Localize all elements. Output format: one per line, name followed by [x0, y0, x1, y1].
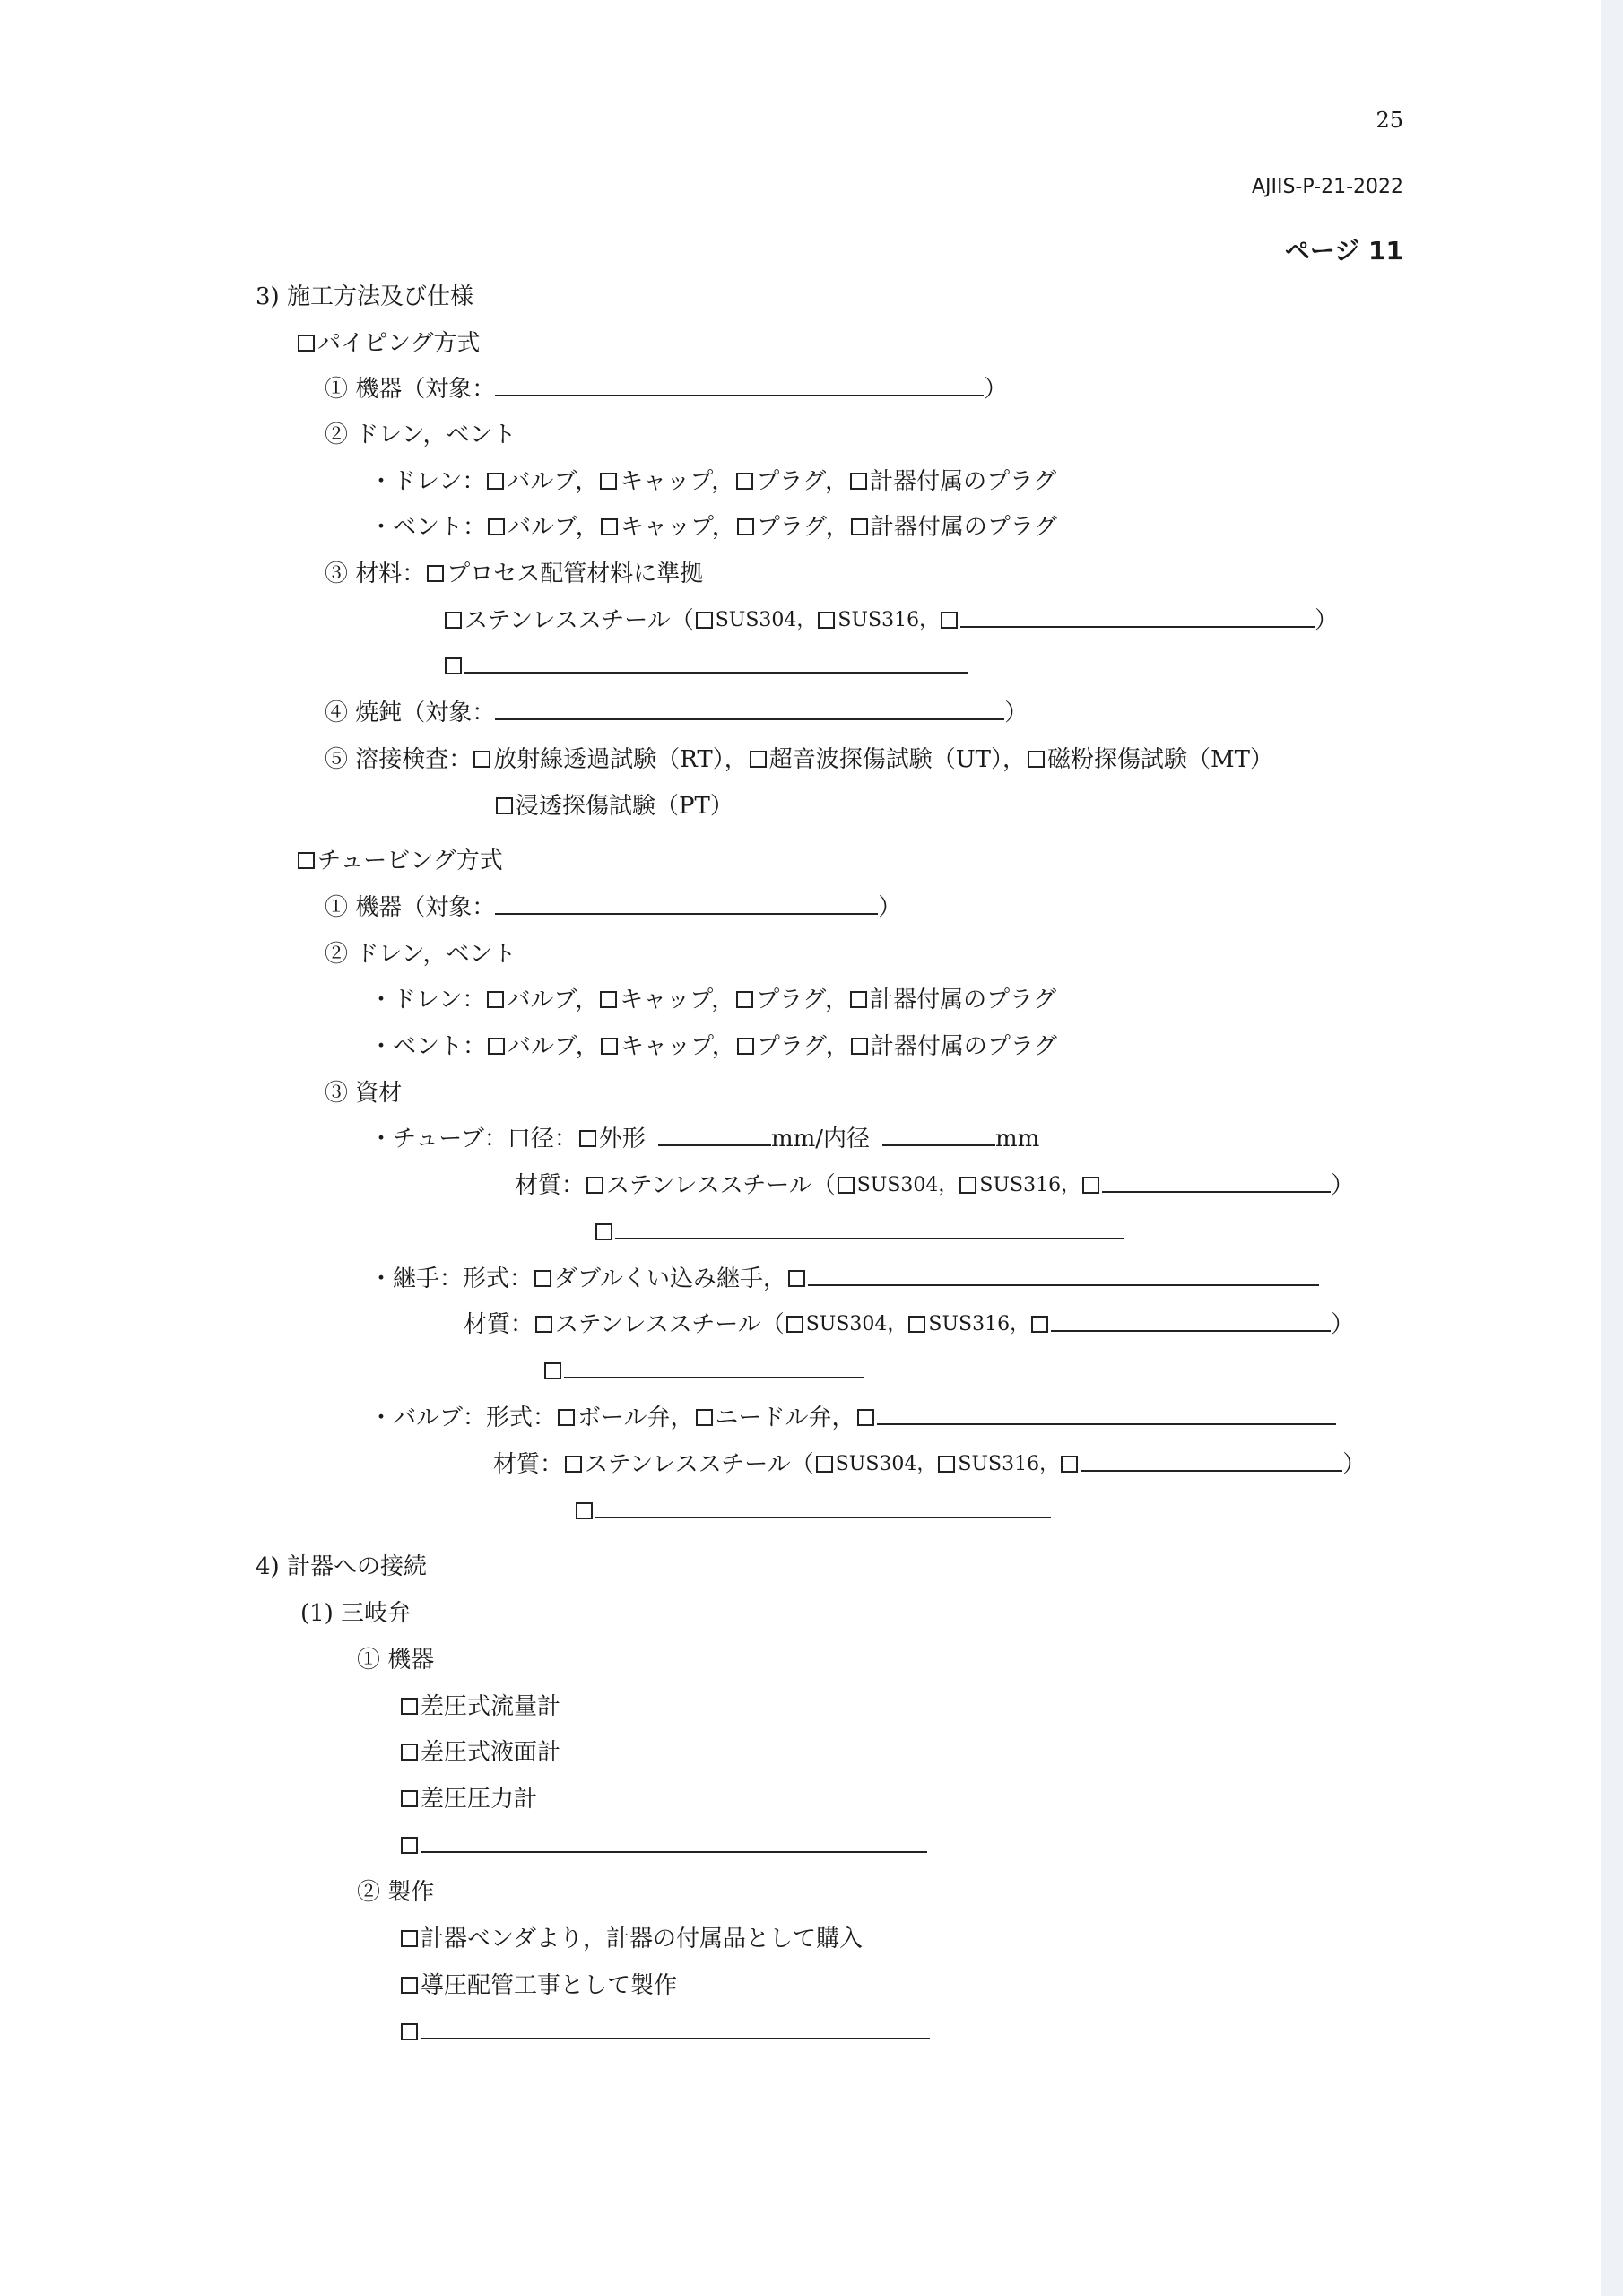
checkbox[interactable]: [696, 1409, 713, 1426]
piping-drain-row: ・ドレン： バルブ， キャップ， プラグ， 計器付属のプラグ: [369, 468, 1057, 495]
piping-stainless-row: ステンレススチール（ SUS304， SUS316， ）: [443, 602, 1338, 638]
checkbox[interactable]: [737, 1038, 754, 1055]
equipment-target-blank[interactable]: [495, 890, 878, 915]
piping-equipment-row: ① 機器（対象： ）: [325, 370, 1007, 406]
equipment-other-blank[interactable]: [421, 1828, 927, 1853]
equipment-target-blank[interactable]: [495, 371, 984, 396]
checkbox[interactable]: [857, 1409, 874, 1426]
checkbox[interactable]: [851, 1038, 868, 1055]
checkbox[interactable]: [850, 473, 867, 490]
checkbox[interactable]: [487, 473, 504, 490]
three-way-valve-heading: (1) 三岐弁: [300, 1600, 412, 1627]
page-edge-shadow: [1601, 0, 1623, 2296]
checkbox[interactable]: [401, 1790, 418, 1807]
fabrication-option: 導圧配管工事として製作: [399, 1967, 677, 2003]
equipment-option: 差圧圧力計: [399, 1780, 537, 1816]
checkbox[interactable]: [938, 1456, 955, 1473]
material-other-blank[interactable]: [464, 648, 968, 674]
checkbox[interactable]: [445, 612, 462, 629]
checkbox[interactable]: [601, 518, 618, 535]
checkbox[interactable]: [850, 991, 867, 1008]
valve-material-row: 材質： ステンレススチール（ SUS304， SUS316， ）: [493, 1446, 1366, 1482]
checkbox[interactable]: [959, 1177, 976, 1194]
piping-material-other-row: [443, 648, 968, 683]
checkbox[interactable]: [736, 991, 753, 1008]
checkbox[interactable]: [576, 1502, 593, 1519]
checkbox[interactable]: [816, 1456, 833, 1473]
checkbox[interactable]: [401, 1977, 418, 1994]
material-other-blank[interactable]: [1051, 1307, 1331, 1332]
material-other-blank[interactable]: [564, 1353, 864, 1378]
piping-annealing-row: ④ 焼鈍（対象： ）: [325, 694, 1028, 730]
checkbox[interactable]: [838, 1177, 855, 1194]
section-3-title: 3) 施工方法及び仕様: [256, 283, 473, 310]
piping-vent-row: ・ベント： バルブ， キャップ， プラグ， 計器付属のプラグ: [369, 514, 1057, 541]
equipment-heading: ① 機器: [357, 1647, 435, 1674]
checkbox[interactable]: [736, 473, 753, 490]
page-number: 25: [1376, 108, 1403, 133]
checkbox[interactable]: [1082, 1177, 1099, 1194]
checkbox[interactable]: [586, 1177, 603, 1194]
tubing-equipment-row: ① 機器（対象： ）: [325, 889, 901, 925]
checkbox[interactable]: [558, 1409, 575, 1426]
checkbox[interactable]: [941, 612, 958, 629]
tubing-drain-row: ・ドレン： バルブ， キャップ， プラグ， 計器付属のプラグ: [369, 987, 1057, 1013]
checkbox[interactable]: [579, 1130, 596, 1147]
checkbox[interactable]: [788, 1270, 805, 1287]
outer-diameter-blank[interactable]: [658, 1121, 771, 1146]
material-other-blank[interactable]: [1102, 1168, 1331, 1193]
checkbox[interactable]: [488, 518, 505, 535]
fabrication-other-blank[interactable]: [421, 2014, 930, 2039]
valve-other-blank[interactable]: [877, 1400, 1336, 1425]
piping-drain-vent-heading: ② ドレン，ベント: [325, 422, 516, 448]
tubing-materials-heading: ③ 資材: [325, 1080, 403, 1107]
tubing-method-option: チュービング方式: [296, 842, 503, 878]
checkbox[interactable]: [401, 1744, 418, 1761]
checkbox[interactable]: [750, 751, 767, 768]
checkbox[interactable]: [544, 1362, 561, 1379]
checkbox[interactable]: [496, 797, 513, 814]
material-other-blank[interactable]: [1081, 1447, 1342, 1472]
checkbox[interactable]: [565, 1456, 582, 1473]
checkbox[interactable]: [1061, 1456, 1078, 1473]
checkbox[interactable]: [1028, 751, 1045, 768]
checkbox[interactable]: [298, 852, 315, 869]
piping-pt-row: 浸透探傷試験（PT）: [494, 787, 733, 823]
tube-material-row: 材質： ステンレススチール（ SUS304， SUS316， ）: [515, 1167, 1354, 1203]
tubing-drain-vent-heading: ② ドレン，ベント: [325, 941, 516, 968]
checkbox[interactable]: [401, 1698, 418, 1715]
equipment-other-row: [399, 1827, 927, 1863]
checkbox[interactable]: [535, 1316, 552, 1333]
checkbox[interactable]: [487, 991, 504, 1008]
checkbox[interactable]: [473, 751, 490, 768]
fabrication-other-row: [399, 2013, 930, 2049]
checkbox[interactable]: [1031, 1316, 1048, 1333]
equipment-option: 差圧式液面計: [399, 1734, 560, 1770]
joint-material-other-row: [542, 1352, 864, 1388]
checkbox[interactable]: [427, 565, 444, 582]
checkbox[interactable]: [601, 1038, 618, 1055]
piping-weld-inspection-row: ⑤ 溶接検査： 放射線透過試験（RT）， 超音波探傷試験（UT）， 磁粉探傷試験（MT）: [325, 746, 1273, 773]
checkbox[interactable]: [445, 657, 462, 674]
joint-other-blank[interactable]: [808, 1261, 1319, 1286]
valve-type-row: ・バルブ：形式： ボール弁， ニードル弁，: [369, 1399, 1336, 1435]
checkbox[interactable]: [737, 518, 754, 535]
inner-diameter-blank[interactable]: [882, 1121, 995, 1146]
checkbox[interactable]: [696, 612, 713, 629]
checkbox[interactable]: [600, 473, 617, 490]
checkbox[interactable]: [818, 612, 835, 629]
material-other-blank[interactable]: [960, 603, 1315, 628]
checkbox[interactable]: [401, 1930, 418, 1947]
checkbox[interactable]: [534, 1270, 551, 1287]
checkbox[interactable]: [488, 1038, 505, 1055]
fabrication-heading: ② 製作: [357, 1879, 435, 1906]
tube-material-other-row: [594, 1213, 1124, 1249]
fabrication-option: 計器ベンダより，計器の付属品として購入: [399, 1920, 863, 1956]
section-4-title: 4) 計器への接続: [256, 1553, 427, 1580]
checkbox[interactable]: [401, 1837, 418, 1854]
piping-material-row: ③ 材料： プロセス配管材料に準拠: [325, 561, 704, 587]
checkbox[interactable]: [851, 518, 868, 535]
document-code: AJIIS-P-21-2022: [1251, 176, 1403, 198]
checkbox[interactable]: [908, 1316, 925, 1333]
checkbox[interactable]: [595, 1223, 612, 1240]
equipment-option: 差圧式流量計: [399, 1688, 560, 1724]
material-other-blank[interactable]: [615, 1214, 1124, 1239]
valve-material-other-row: [574, 1492, 1051, 1528]
page-label: ページ 11: [1284, 236, 1403, 265]
tube-diameter-row: ・チューブ：口径： 外形 mm/内径 mm: [369, 1120, 1039, 1156]
checkbox[interactable]: [600, 991, 617, 1008]
checkbox[interactable]: [401, 2023, 418, 2040]
joint-type-row: ・継手：形式： ダブルくい込み継手，: [369, 1260, 1319, 1296]
material-other-blank[interactable]: [595, 1493, 1051, 1518]
tubing-vent-row: ・ベント： バルブ， キャップ， プラグ， 計器付属のプラグ: [369, 1033, 1057, 1060]
piping-method-option: パイピング方式: [296, 325, 480, 361]
annealing-target-blank[interactable]: [495, 695, 1004, 720]
checkbox[interactable]: [298, 335, 315, 352]
checkbox[interactable]: [786, 1316, 803, 1333]
joint-material-row: 材質： ステンレススチール（ SUS304， SUS316， ）: [464, 1306, 1354, 1342]
